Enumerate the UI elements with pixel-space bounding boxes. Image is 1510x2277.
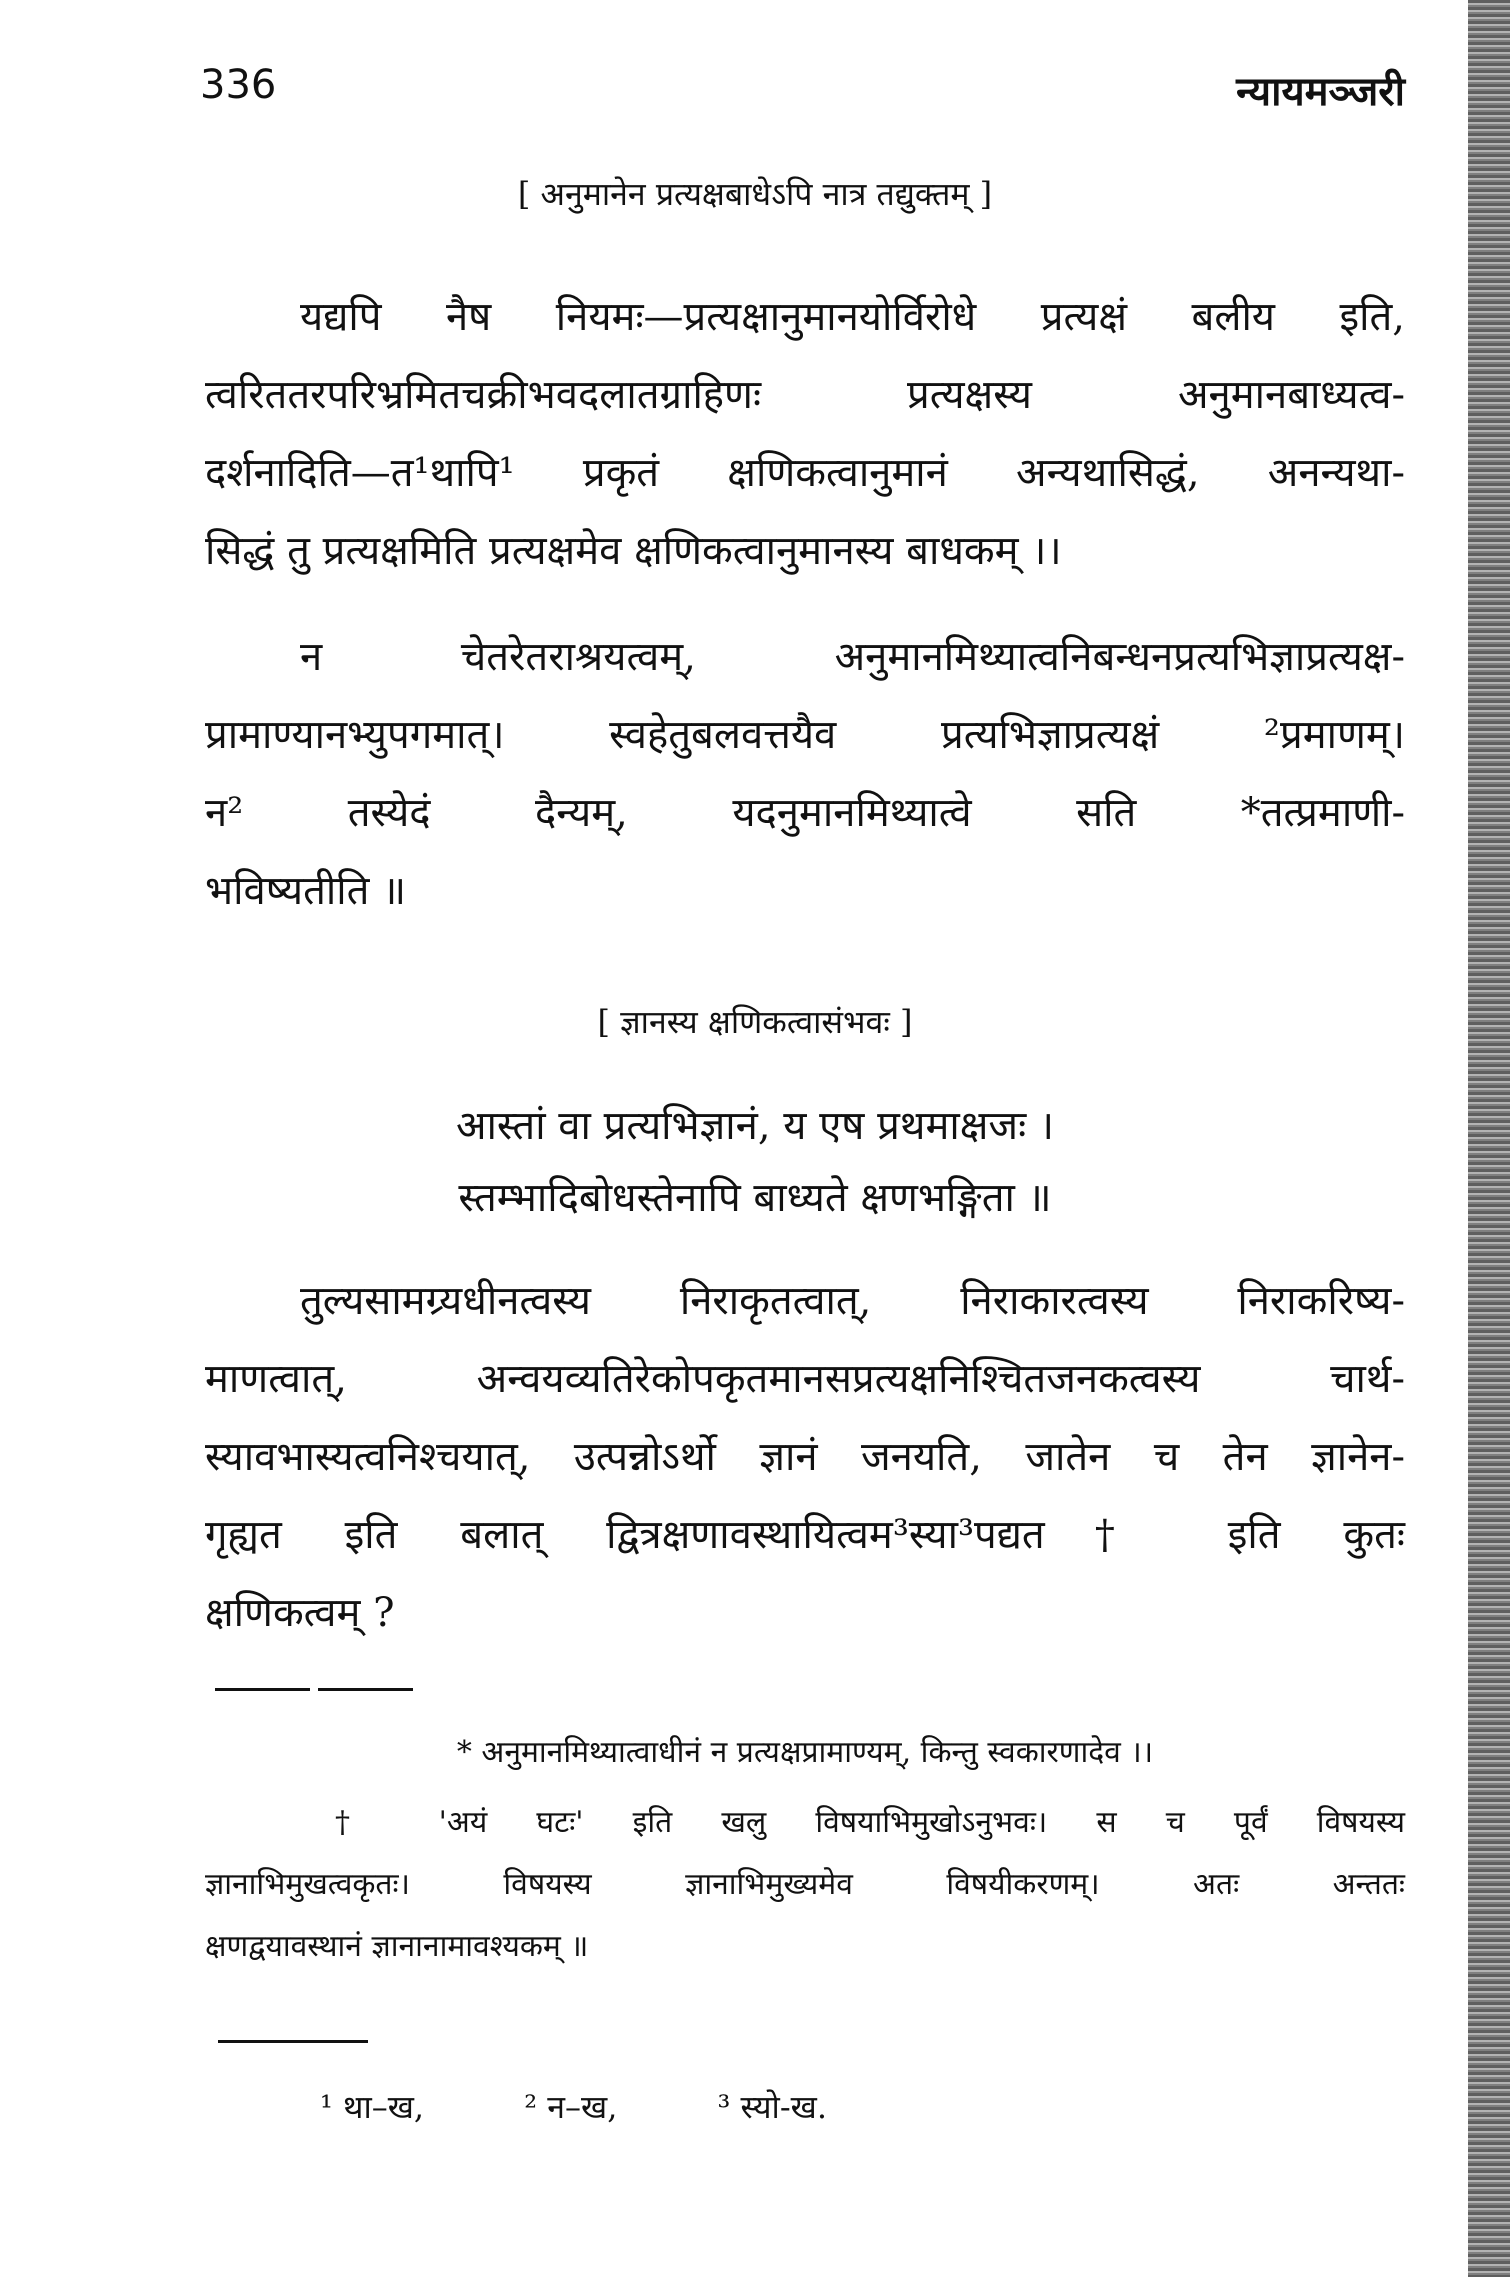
paragraph-line: त्वरिततरपरिभ्रमितचक्रीभवदलातग्राहिणः प्रत्यक्षस्य अनुमानबाध्यत्व-	[205, 372, 1405, 418]
verse-line: स्तम्भादिबोधस्तेनापि बाध्यते क्षणभङ्गिता ॥	[458, 1175, 1052, 1221]
paragraph-line: न चेतरेतराश्रयत्वम्, अनुमानमिथ्यात्वनिबन्धनप्रत्यभिज्ञाप्रत्यक्ष-	[300, 634, 1405, 680]
page-header	[200, 62, 1405, 122]
variants-separator	[218, 2040, 368, 2043]
page-number: 336	[200, 62, 277, 108]
footnote-separator	[318, 1688, 413, 1691]
footnote-line: ज्ञानाभिमुखत्वकृतः। विषयस्य ज्ञानाभिमुख्यमेव विषयीकरणम्। अतः अन्ततः	[205, 1867, 1405, 1902]
footnote-separator	[215, 1688, 310, 1691]
verse-line: आस्तां वा प्रत्यभिज्ञानं, य एष प्रथमाक्षजः ।	[455, 1103, 1055, 1149]
variant-readings	[320, 2085, 917, 2128]
footnote-line: * अनुमानमिथ्यात्वाधीनं न प्रत्यक्षप्रामाण्यम्, किन्तु स्वकारणादेव ।।	[456, 1735, 1154, 1770]
paragraph-line: प्रामाण्यानभ्युपगमात्। स्वहेतुबलवत्तयैव प्रत्यभिज्ञाप्रत्यक्षं ²प्रमाणम्।	[205, 712, 1405, 758]
footnote-line: क्षणद्वयावस्थानं ज्ञानानामावश्यकम् ॥	[205, 1929, 589, 1964]
section-heading-1: [ अनुमानेन प्रत्यक्षबाधेऽपि नात्र तद्युक्तम् ]	[517, 175, 993, 213]
paragraph-1	[205, 278, 1405, 590]
section-heading-2: [ ज्ञानस्य क्षणिकत्वासंभवः ]	[597, 1003, 913, 1041]
paragraph-line: सिद्धं तु प्रत्यक्षमिति प्रत्यक्षमेव क्षणिकत्वानुमानस्य बाधकम् ।।	[205, 528, 1062, 574]
paragraph-line: भविष्यतीति ॥	[205, 868, 407, 914]
variant-reading: ³ स्यो-ख.	[717, 2088, 828, 2126]
paragraph-2	[205, 618, 1405, 930]
paragraph-line: स्यावभास्यत्वनिश्चयात्, उत्पन्नोऽर्थो ज्ञानं जनयति, जातेन च तेन ज्ञानेन-	[205, 1434, 1405, 1480]
verse	[0, 1090, 1510, 1234]
variant-reading: ¹ था–ख,	[320, 2088, 425, 2126]
paragraph-line: यद्यपि नैष नियमः—प्रत्यक्षानुमानयोर्विरोधे प्रत्यक्षं बलीय इति,	[300, 294, 1405, 340]
paragraph-line: तुल्यसामग्र्यधीनत्वस्य निराकृतत्वात्, निराकारत्वस्य निराकरिष्य-	[300, 1278, 1405, 1324]
paragraph-line: क्षणिकत्वम् ?	[205, 1590, 395, 1636]
paragraph-line: माणत्वात्, अन्वयव्यतिरेकोपकृतमानसप्रत्यक्षनिश्चितजनकत्वस्य चार्थ-	[205, 1356, 1405, 1402]
variant-reading: ² न–ख,	[524, 2088, 618, 2126]
paragraph-line: न² तस्येदं दैन्यम्, यदनुमानमिथ्यात्वे सति *तत्प्रमाणी-	[205, 790, 1405, 836]
paragraph-line: गृह्यत इति बलात् द्वित्रक्षणावस्थायित्वम³स्या³पद्यत† इति कुतः	[205, 1512, 1405, 1558]
paragraph-3	[205, 1262, 1405, 1652]
footnote-line: † 'अयं घटः' इति खलु विषयाभिमुखोऽनुभवः। स च पूर्वं विषयस्य	[335, 1805, 1405, 1840]
paragraph-line: दर्शनादिति—त¹थापि¹ प्रकृतं क्षणिकत्वानुमानं अन्यथासिद्धं, अनन्यथा-	[205, 450, 1405, 496]
running-title: न्यायमञ्जरी	[1236, 68, 1405, 115]
footnote-dagger	[205, 1792, 1405, 1978]
footnote-star	[205, 1722, 1405, 1784]
